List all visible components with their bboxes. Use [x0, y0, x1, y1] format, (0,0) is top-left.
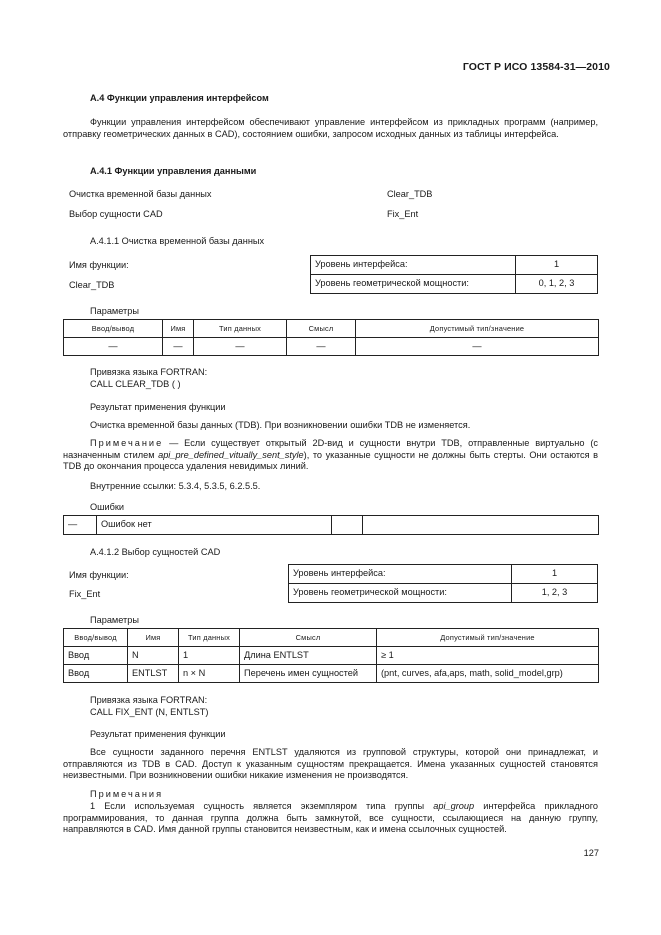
fix-ent-geometry-level-label: Уровень геометрической мощности: [289, 584, 512, 603]
note-dash: — [163, 438, 185, 448]
fix-param-type: 1 [179, 647, 240, 665]
table-row [64, 665, 599, 683]
fix-ent-name-value: Fix_Ent [69, 589, 101, 599]
geometry-level-label: Уровень геометрической мощности: [311, 275, 516, 294]
fix-param-meaning: Перечень имен сущностей [240, 665, 377, 683]
clear-tdb-fortran-label: Привязка языка FORTRAN: [90, 367, 208, 377]
fix-ent-name-label: Имя функции: [69, 570, 129, 580]
interface-level-value: 1 [516, 256, 598, 275]
clear-tdb-params-label: Параметры [90, 306, 139, 316]
note1-text-2: интерфейса прикладного программирования, то данная группа должна быть замкнутой, все сущности, ссылающиеся на данную группу, направляются в CAD. Имя данной группы становится неизвестным, как и имена ссылочных сущностей. [63, 801, 598, 834]
fix-ent-result-label: Результат применения функции [90, 729, 226, 739]
function-desc-clear-tdb: Очистка временной базы данных [69, 189, 212, 199]
clear-tdb-levels-table [310, 255, 598, 294]
subsection-title: А.4.1 Функции управления данными [90, 166, 257, 176]
clear-tdb-fortran-call: CALL CLEAR_TDB ( ) [90, 379, 181, 389]
param-name: — [163, 338, 194, 356]
clear-tdb-params-table [63, 319, 599, 356]
fix-ent-fortran-label: Привязка языка FORTRAN: [90, 695, 208, 705]
clear-tdb-note [63, 438, 598, 473]
function-desc-fix-ent: Выбор сущности CAD [69, 209, 163, 219]
note-text-2: ), то указанные сущности не должны быть стерты. Они остаются в TDB до окончания процесса удаления невидимых линий. [63, 449, 598, 471]
fix-ent-interface-level-label: Уровень интерфейса: [289, 565, 512, 584]
clear-tdb-name-label: Имя функции: [69, 260, 129, 270]
clear-tdb-errors-table [63, 515, 599, 535]
fix-col-meaning: Смысл [240, 629, 377, 647]
param-allowed: — [356, 338, 599, 356]
table-row [64, 647, 599, 665]
fix-ent-fortran-call: CALL FIX_ENT (N, ENTLST) [90, 707, 209, 717]
col-type: Тип данных [194, 320, 287, 338]
error-text: Ошибок нет [97, 516, 332, 535]
fix-ent-notes-label: Примечания [90, 789, 164, 799]
fix-param-allowed: (pnt, curves, afa,aps, math, solid_model,grp) [377, 665, 599, 683]
fix-col-name: Имя [128, 629, 179, 647]
clear-tdb-internal-refs: Внутренние ссылки: 5.3.4, 5.3.5, 6.2.5.5. [90, 481, 261, 491]
note1-group-type: api_group [433, 801, 475, 811]
note-label: Примечание [90, 438, 164, 448]
fix-param-io: Ввод [64, 647, 128, 665]
fix-ent-levels-table [288, 564, 598, 603]
fix-col-io: Ввод/вывод [64, 629, 128, 647]
col-allowed: Допустимый тип/значение [356, 320, 599, 338]
col-name: Имя [163, 320, 194, 338]
clear-tdb-result-text: Очистка временной базы данных (TDB). При возникновении ошибки TDB не изменяется. [90, 420, 471, 430]
col-meaning: Смысл [287, 320, 356, 338]
fix-param-allowed: ≥ 1 [377, 647, 599, 665]
fix-ent-note-1 [63, 801, 598, 836]
section-title: А.4 Функции управления интерфейсом [90, 93, 269, 103]
error-cell-3 [332, 516, 363, 535]
fix-param-type: n × N [179, 665, 240, 683]
fix-ent-params-table [63, 628, 599, 683]
document-header: ГОСТ Р ИСО 13584-31—2010 [462, 61, 610, 73]
clear-tdb-errors-label: Ошибки [90, 502, 125, 512]
param-io: — [64, 338, 163, 356]
function-name-clear-tdb: Clear_TDB [387, 189, 433, 199]
fix-col-type: Тип данных [179, 629, 240, 647]
note1-text-1: 1 Если используемая сущность является экземпляром типа группы [90, 801, 434, 811]
col-io: Ввод/вывод [64, 320, 163, 338]
geometry-level-value: 0, 1, 2, 3 [516, 275, 598, 294]
clear-tdb-result-label: Результат применения функции [90, 402, 226, 412]
fix-param-name: N [128, 647, 179, 665]
fix-ent-geometry-level-value: 1, 2, 3 [512, 584, 598, 603]
fix-col-allowed: Допустимый тип/значение [377, 629, 599, 647]
note-style-name: api_pre_defined_vitually_sent_style [158, 449, 304, 460]
error-cell-4 [363, 516, 599, 535]
page-number: 127 [583, 848, 599, 858]
error-code: — [64, 516, 97, 535]
clear-tdb-name-value: Clear_TDB [69, 280, 115, 290]
fix-ent-interface-level-value: 1 [512, 565, 598, 584]
note-text-1: Если существует открытый 2D-вид и сущности внутри TDB, отправленные виртуально (с назначенным стилем [63, 438, 598, 460]
param-type: — [194, 338, 287, 356]
fix-param-io: Ввод [64, 665, 128, 683]
fix-param-meaning: Длина ENTLST [240, 647, 377, 665]
param-meaning: — [287, 338, 356, 356]
section-intro: Функции управления интерфейсом обеспечивают управление интерфейсом из прикладных программ (например, отправку геометрических данных в CAD), состоянием ошибки, запросом исходных данных из таблицы интерфейса. [63, 117, 598, 139]
fix-ent-heading: А.4.1.2 Выбор сущностей CAD [90, 547, 221, 557]
fix-param-name: ENTLST [128, 665, 179, 683]
function-name-fix-ent: Fix_Ent [387, 209, 419, 219]
fix-ent-result-text: Все сущности заданного перечня ENTLST удаляются из групповой структуры, которой они принадлежат, и отправляются из TDB в CAD. Доступ к указанным сущностям прекращается. Имена указанных сущностей становятся неизвестными. При возникновении ошибки никакие изменения не производятся. [63, 747, 598, 780]
clear-tdb-heading: А.4.1.1 Очистка временной базы данных [90, 236, 265, 246]
fix-ent-params-label: Параметры [90, 615, 139, 625]
interface-level-label: Уровень интерфейса: [311, 256, 516, 275]
